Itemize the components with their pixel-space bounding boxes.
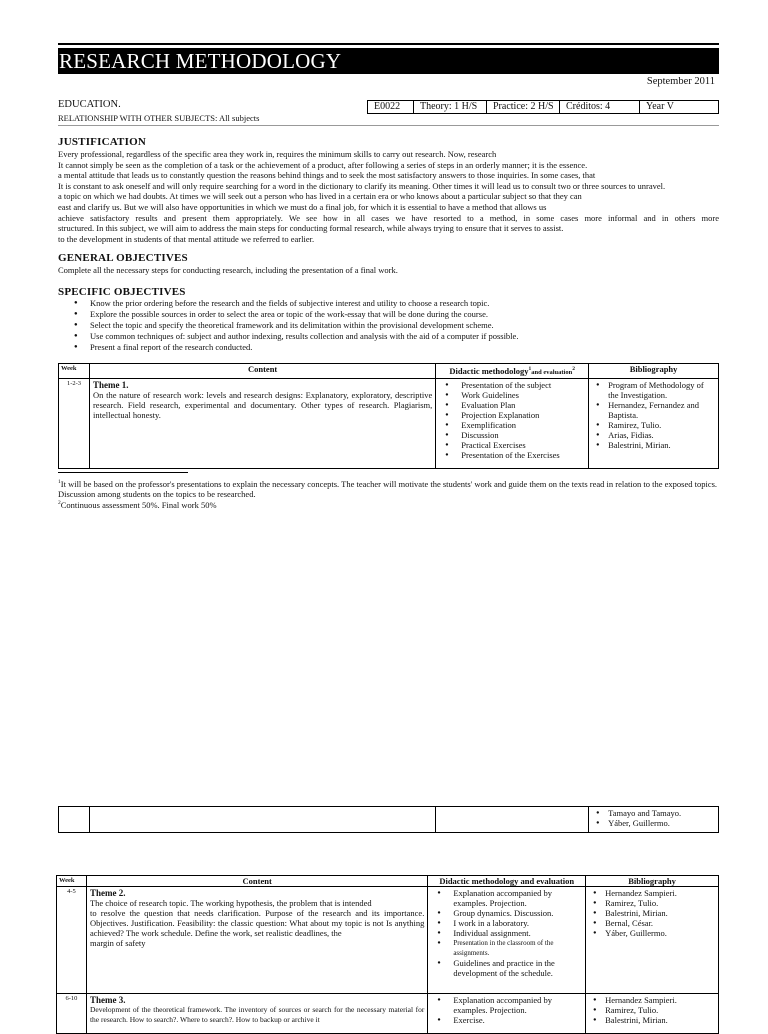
bibliography-header: Bibliography — [586, 876, 719, 887]
justification-line: a mental attitude that leads us to constantly question the reasons behind things and to seek the most satisfactory answers to those inquiries. In some cases, that — [58, 170, 596, 181]
list-item: ● Explanation accompanied by examples. Projection. — [431, 995, 582, 1015]
method-cell — [428, 994, 586, 1034]
syllabus-table-2 — [56, 875, 719, 1034]
theory-hours: Theory: 1 H/S — [414, 101, 487, 113]
list-item: ● Present a final report of the research conducted. — [58, 342, 719, 353]
footnote-ref: 1 — [528, 366, 532, 372]
bibliography-cell — [586, 994, 719, 1034]
syllabus-table-1 — [58, 363, 719, 469]
list-item: ● Yáber, Guillermo. — [592, 818, 715, 828]
bibliography-header: Bibliography — [589, 364, 719, 379]
list-item: ● Balestrini, Mirian. — [589, 1015, 715, 1025]
list-item: ● Program of Methodology of the Investigation. — [592, 380, 715, 400]
week-cell: 6-10 — [57, 994, 87, 1034]
method-header: Didactic methodology and evaluation — [428, 876, 586, 887]
practice-hours: Practice: 2 H/S — [487, 101, 560, 113]
list-item: ● Projection Explanation — [439, 410, 585, 420]
footnote-rule — [58, 472, 188, 473]
credits: Créditos: 4 — [560, 101, 640, 113]
theme-title: Theme 1. — [92, 379, 129, 390]
relationship-label: RELATIONSHIP WITH OTHER SUBJECTS: All subjects — [58, 113, 260, 123]
justification-line: to the development in students of that mental attitude we referred to earlier. — [58, 233, 315, 244]
footnote-2 — [58, 498, 719, 510]
list-item: ● Tamayo and Tamayo. — [592, 808, 715, 818]
course-code: E0022 — [368, 101, 414, 113]
content-header: Content — [89, 364, 435, 379]
list-item: ● Select the topic and specify the theoretical framework and its delimitation within the provisional development scheme. — [58, 320, 719, 331]
list-item: ● Explore the possible sources in order to select the area or topic of the work-essay that will be done during the course. — [58, 309, 719, 320]
document-title: RESEARCH METHODOLOGY — [58, 48, 719, 74]
list-item: ● Discussion — [439, 430, 585, 440]
list-item: ● Hernandez Sampieri. — [589, 888, 715, 898]
method-header — [436, 364, 589, 379]
specific-objectives-heading: SPECIFIC OBJECTIVES — [58, 286, 186, 298]
theme-content: Development of the theoretical framework. The inventory of sources or search for the necessary material for the research. How to search?. Where to search?. How to backup or archive it — [89, 1005, 425, 1024]
week-cell: 4-5 — [57, 887, 87, 994]
year: Year V — [646, 101, 674, 112]
justification-line: It is constant to ask oneself and will only require searching for a word in the dictionary to clarify its meaning. Other times it will lead us to consult two or three sources to unravel. — [58, 180, 666, 191]
list-item: ● Presentation in the classroom of the assignments. — [431, 938, 582, 958]
method-header-and: and evaluation — [531, 368, 573, 376]
list-item: ● Presentation of the Exercises — [439, 450, 585, 460]
week-cell: 1-2-3 — [59, 378, 90, 468]
week-header: Week — [59, 364, 90, 379]
justification-line: a topic on which we had doubts. At times we will seek out a person who has lived in a certain era or who knows about a particular subject so that they can — [58, 191, 582, 202]
course-info-box — [367, 100, 719, 114]
method-cell — [436, 378, 589, 468]
list-item: ● Evaluation Plan — [439, 400, 585, 410]
list-item: ● Work Guidelines — [439, 390, 585, 400]
list-item: ● Know the prior ordering before the research and the fields of subjective interest and utility to choose a research topic. — [58, 298, 719, 309]
list-item: ● Group dynamics. Discussion. — [431, 908, 582, 918]
theme-content-line: to resolve the question that needs clarification. Purpose of the research and its importance. Objectives. Justification. Feasibility: the classic question: What about my topic is not Is anything achieved? The work schedule. Define the work, set realistic deadlines, the — [89, 908, 425, 938]
theme-content-line: The choice of research topic. The working hypothesis, the problem that is intended — [89, 898, 372, 908]
bibliography-cell — [589, 378, 719, 468]
list-item: ● Use common techniques of: subject and author indexing, results collection and analysis with the aid of a computer if possible. — [58, 331, 719, 342]
justification-line: east and clarify us. But we will also have opportunities in which we must do a final job, for which it is essential to have a method that allows us — [58, 201, 547, 212]
theme-title: Theme 3. — [89, 995, 126, 1005]
content-cell — [86, 887, 427, 994]
list-item: ● Ramirez, Tulio. — [589, 1005, 715, 1015]
list-item: ● Hernandez Sampieri. — [589, 995, 715, 1005]
footnote-1 — [58, 477, 719, 500]
document-date: September 2011 — [646, 76, 715, 87]
method-cell — [428, 887, 586, 994]
top-rule — [58, 43, 719, 45]
theme-title: Theme 2. — [89, 888, 126, 898]
bibliography-cell — [586, 887, 719, 994]
list-item: ● Exemplification — [439, 420, 585, 430]
week-header: Week — [57, 876, 87, 887]
justification-heading: JUSTIFICATION — [58, 136, 146, 148]
justification-line: structured. In this subject, we will aim to address the main steps for conducting formal research, while always trying to ensure that it serves to assist. — [58, 223, 564, 234]
content-cell — [89, 807, 435, 833]
footnote-text: It will be based on the professor's presentations to explain the necessary concepts. The teacher will motivate the students' work and guide them on the texts read in relation to the exposed topics. Discussion among students on the topics to be researched. — [58, 478, 718, 500]
list-item: ● Ramirez, Tulio. — [592, 420, 715, 430]
week-cell — [59, 807, 90, 833]
list-item: ● Guidelines and practice in the development of the schedule. — [431, 958, 582, 978]
content-cell — [86, 994, 427, 1034]
list-item: ● Balestrini, Mirian. — [592, 440, 715, 450]
footnote-text: Continuous assessment 50%. Final work 50% — [60, 499, 217, 510]
list-item: ● I work in a laboratory. — [431, 918, 582, 928]
list-item: ● Balestrini, Mirian. — [589, 908, 715, 918]
list-item: ● Hernandez, Fernandez and Baptista. — [592, 400, 715, 420]
list-item: ● Ramirez, Tulio. — [589, 898, 715, 908]
list-item: ● Explanation accompanied by examples. Projection. — [431, 888, 582, 908]
list-item: ● Exercise. — [431, 1015, 582, 1025]
justification-text — [58, 149, 719, 244]
justification-line: Every professional, regardless of the specific area they work in, requires the minimum skills to carry out research. Now, research — [58, 149, 497, 159]
footnote-ref: 2 — [572, 366, 575, 372]
list-item: ● Arias, Fidias. — [592, 430, 715, 440]
syllabus-table-1-continued — [58, 806, 719, 833]
general-objectives-heading: GENERAL OBJECTIVES — [58, 252, 188, 264]
theme-content-line: margin of safety — [89, 938, 146, 948]
content-cell — [89, 378, 435, 468]
footnote-marker: 2 — [58, 500, 61, 506]
justification-line: achieve satisfactory results and present them appropriately. We see how in all cases we have resorted to a method, in some cases more informal and in others more — [58, 212, 719, 223]
list-item: ● Yáber, Guillermo. — [589, 928, 715, 938]
justification-line: It cannot simply be seen as the completion of a task or the achievement of a product, after following a series of steps in an orderly manner; it is the essence. — [58, 159, 588, 170]
content-header: Content — [86, 876, 427, 887]
list-item: ● Presentation of the subject — [439, 380, 585, 390]
list-item: ● Bernal, César. — [589, 918, 715, 928]
education-label: EDUCATION. — [58, 99, 121, 110]
theme-content: On the nature of research work: levels and research designs: Explanatory, exploratory, descriptive research. Field research, experimental and documentary. Other types of research. Plagiarism, intellectual honesty. — [92, 389, 433, 420]
method-cell — [436, 807, 589, 833]
header-divider — [58, 125, 719, 126]
list-item: ● Individual assignment. — [431, 928, 582, 938]
footnote-marker: 1 — [58, 479, 61, 485]
method-header-label: Didactic methodology — [449, 365, 529, 376]
bibliography-cell — [589, 807, 719, 833]
specific-objectives-list — [58, 298, 719, 353]
general-objectives-text: Complete all the necessary steps for conducting research, including the presentation of a final work. — [58, 265, 398, 275]
list-item: ● Practical Exercises — [439, 440, 585, 450]
